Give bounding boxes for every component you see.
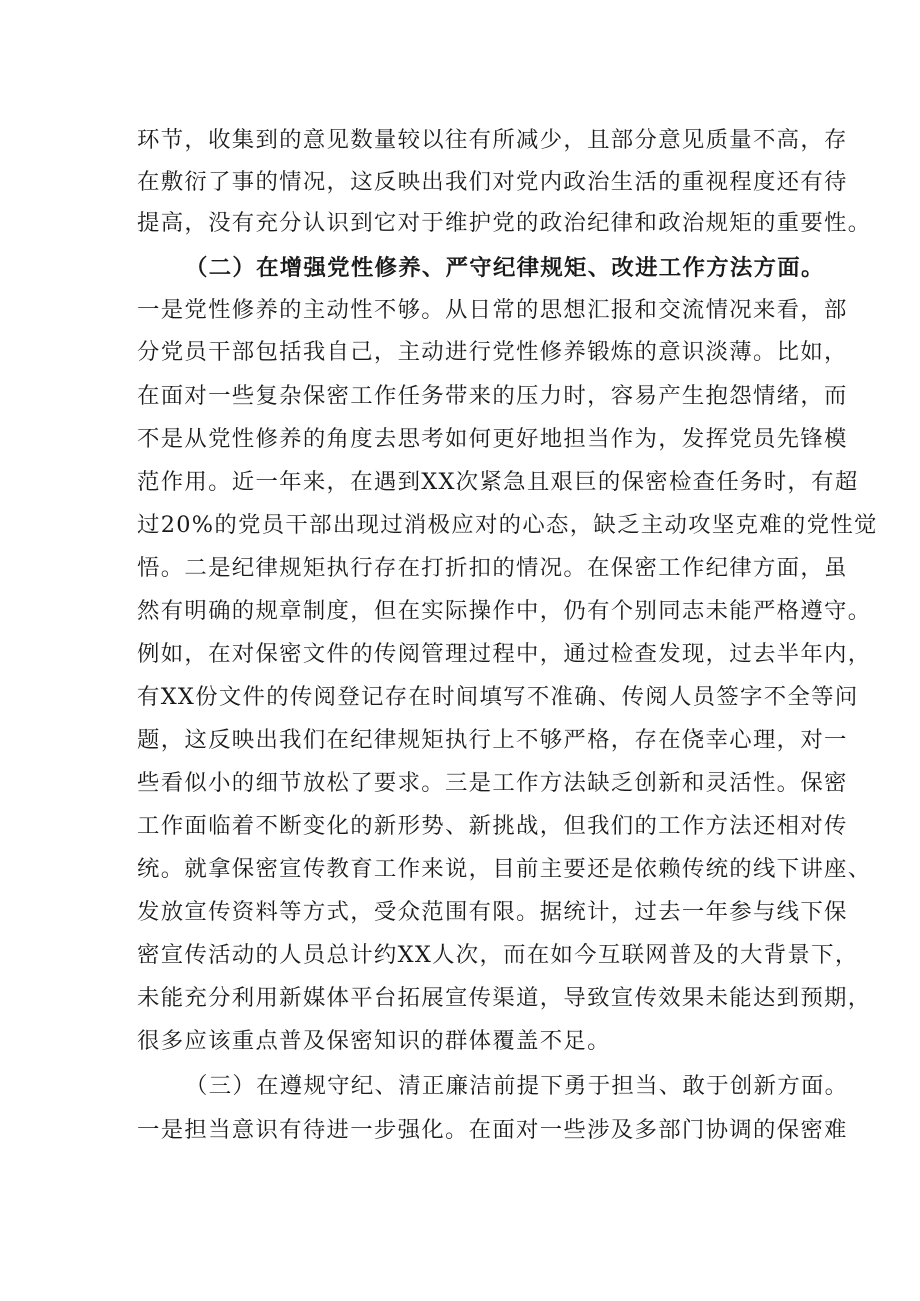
- paragraph-line: 未能充分利用新媒体平台拓展宣传渠道，导致宣传效果未能达到预期，: [137, 985, 872, 1011]
- paragraph-line: 有XX份文件的传阅登记存在时间填写不准确、传阅人员签字不全等问: [137, 684, 859, 710]
- paragraph-line: 很多应该重点普及保密知识的群体覆盖不足。: [137, 1028, 611, 1054]
- paragraph-line: 些看似小的细节放松了要求。三是工作方法缺乏创新和灵活性。保密: [137, 770, 848, 796]
- paragraph-line: 题，这反映出我们在纪律规矩执行上不够严格，存在侥幸心理，对一: [137, 727, 848, 753]
- paragraph-line: 统。就拿保密宣传教育工作来说，目前主要还是依赖传统的线下讲座、: [137, 856, 872, 882]
- paragraph-line: 密宣传活动的人员总计约XX人次，而在如今互联网普及的大背景下，: [137, 942, 859, 968]
- paragraph-line: 悟。二是纪律规矩执行存在打折扣的情况。在保密工作纪律方面，虽: [137, 555, 848, 581]
- paragraph-line: 发放宣传资料等方式，受众范围有限。据统计，过去一年参与线下保: [137, 899, 848, 925]
- paragraph-line: 范作用。近一年来，在遇到XX次紧急且艰巨的保密检查任务时，有超: [137, 469, 859, 495]
- paragraph-line: 一是担当意识有待进一步强化。在面对一些涉及多部门协调的保密难: [137, 1117, 848, 1143]
- paragraph-line: 不是从党性修养的角度去思考如何更好地担当作为，发挥党员先锋模: [137, 426, 848, 452]
- section-2-heading: （二）在增强党性修养、严守纪律规矩、改进工作方法方面。: [185, 255, 825, 281]
- paragraph-line: 然有明确的规章制度，但在实际操作中，仍有个别同志未能严格遵守。: [137, 598, 872, 624]
- paragraph-line: 环节，收集到的意见数量较以往有所减少，且部分意见质量不高，存: [137, 127, 848, 153]
- paragraph-line: 一是党性修养的主动性不够。从日常的思想汇报和交流情况来看，部: [137, 297, 848, 323]
- section-3-heading: （三）在遵规守纪、清正廉洁前提下勇于担当、敢于创新方面。: [185, 1073, 849, 1099]
- paragraph-line: 分党员干部包括我自己，主动进行党性修养锻炼的意识淡薄。比如，: [137, 339, 848, 365]
- paragraph-line: 在敷衍了事的情况，这反映出我们对党内政治生活的重视程度还有待: [137, 169, 848, 195]
- paragraph-line: 例如，在对保密文件的传阅管理过程中，通过检查发现，过去半年内，: [137, 641, 872, 667]
- paragraph-line: 过20%的党员干部出现过消极应对的心态，缺乏主动攻坚克难的党性觉: [137, 512, 878, 538]
- paragraph-line: 提高，没有充分认识到它对于维护党的政治纪律和政治规矩的重要性。: [137, 210, 872, 236]
- paragraph-line: 工作面临着不断变化的新形势、新挑战，但我们的工作方法还相对传: [137, 813, 848, 839]
- paragraph-line: 在面对一些复杂保密工作任务带来的压力时，容易产生抱怨情绪，而: [137, 383, 848, 409]
